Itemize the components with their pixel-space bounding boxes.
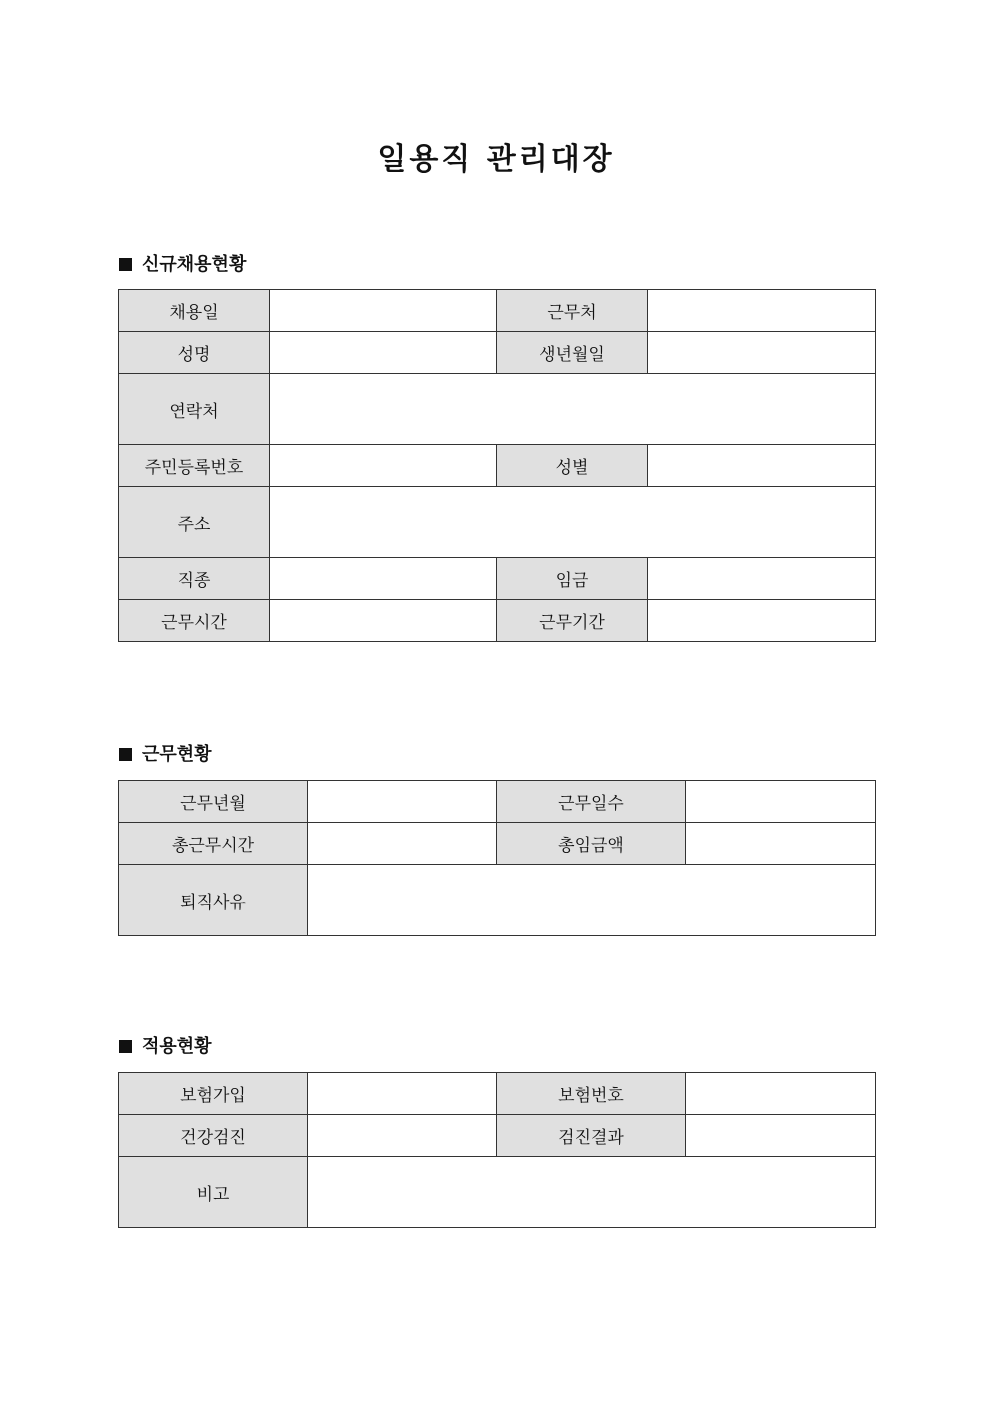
label-gender: 성별 xyxy=(497,445,648,487)
square-bullet-icon xyxy=(119,1040,132,1053)
label-contact: 연락처 xyxy=(119,374,270,445)
page-title: 일용직 관리대장 xyxy=(377,142,615,177)
field-contact[interactable] xyxy=(270,374,876,445)
field-insurance-number[interactable] xyxy=(686,1073,876,1115)
field-resignation-reason[interactable] xyxy=(308,865,876,936)
field-name[interactable] xyxy=(270,332,497,374)
field-hire-date[interactable] xyxy=(270,290,497,332)
label-work-days: 근무일수 xyxy=(497,781,686,823)
field-work-hours[interactable] xyxy=(270,600,497,642)
field-check-result[interactable] xyxy=(686,1115,876,1157)
label-workplace: 근무처 xyxy=(497,290,648,332)
label-insurance-number: 보험번호 xyxy=(497,1073,686,1115)
label-health-check: 건강검진 xyxy=(119,1115,308,1157)
section-title-coverage-text: 적용현황 xyxy=(142,1036,212,1057)
field-gender[interactable] xyxy=(648,445,876,487)
label-work-period: 근무기간 xyxy=(497,600,648,642)
field-resident-number[interactable] xyxy=(270,445,497,487)
label-check-result: 검진결과 xyxy=(497,1115,686,1157)
section-title-coverage xyxy=(119,1035,212,1059)
label-name: 성명 xyxy=(119,332,270,374)
label-insurance-enrollment: 보험가입 xyxy=(119,1073,308,1115)
field-birth-date[interactable] xyxy=(648,332,876,374)
label-work-hours: 근무시간 xyxy=(119,600,270,642)
field-address[interactable] xyxy=(270,487,876,558)
section-title-work xyxy=(119,743,212,767)
field-total-hours[interactable] xyxy=(308,823,497,865)
field-wage[interactable] xyxy=(648,558,876,600)
field-job-type[interactable] xyxy=(270,558,497,600)
field-health-check[interactable] xyxy=(308,1115,497,1157)
label-total-hours: 총근무시간 xyxy=(119,823,308,865)
field-work-period[interactable] xyxy=(648,600,876,642)
square-bullet-icon xyxy=(119,748,132,761)
section-title-hiring-text: 신규채용현황 xyxy=(142,254,247,275)
label-work-month: 근무년월 xyxy=(119,781,308,823)
field-insurance-enrollment[interactable] xyxy=(308,1073,497,1115)
hiring-table xyxy=(118,289,876,642)
label-wage: 임금 xyxy=(497,558,648,600)
label-total-wage: 총임금액 xyxy=(497,823,686,865)
field-total-wage[interactable] xyxy=(686,823,876,865)
label-address: 주소 xyxy=(119,487,270,558)
label-resignation-reason: 퇴직사유 xyxy=(119,865,308,936)
square-bullet-icon xyxy=(119,258,132,271)
label-birth-date: 생년월일 xyxy=(497,332,648,374)
work-table xyxy=(118,780,876,936)
field-remarks[interactable] xyxy=(308,1157,876,1228)
field-work-days[interactable] xyxy=(686,781,876,823)
section-title-hiring xyxy=(119,253,246,277)
label-remarks: 비고 xyxy=(119,1157,308,1228)
field-workplace[interactable] xyxy=(648,290,876,332)
label-hire-date: 채용일 xyxy=(119,290,270,332)
coverage-table xyxy=(118,1072,876,1228)
label-resident-number: 주민등록번호 xyxy=(119,445,270,487)
field-work-month[interactable] xyxy=(308,781,497,823)
label-job-type: 직종 xyxy=(119,558,270,600)
section-title-work-text: 근무현황 xyxy=(142,744,212,765)
